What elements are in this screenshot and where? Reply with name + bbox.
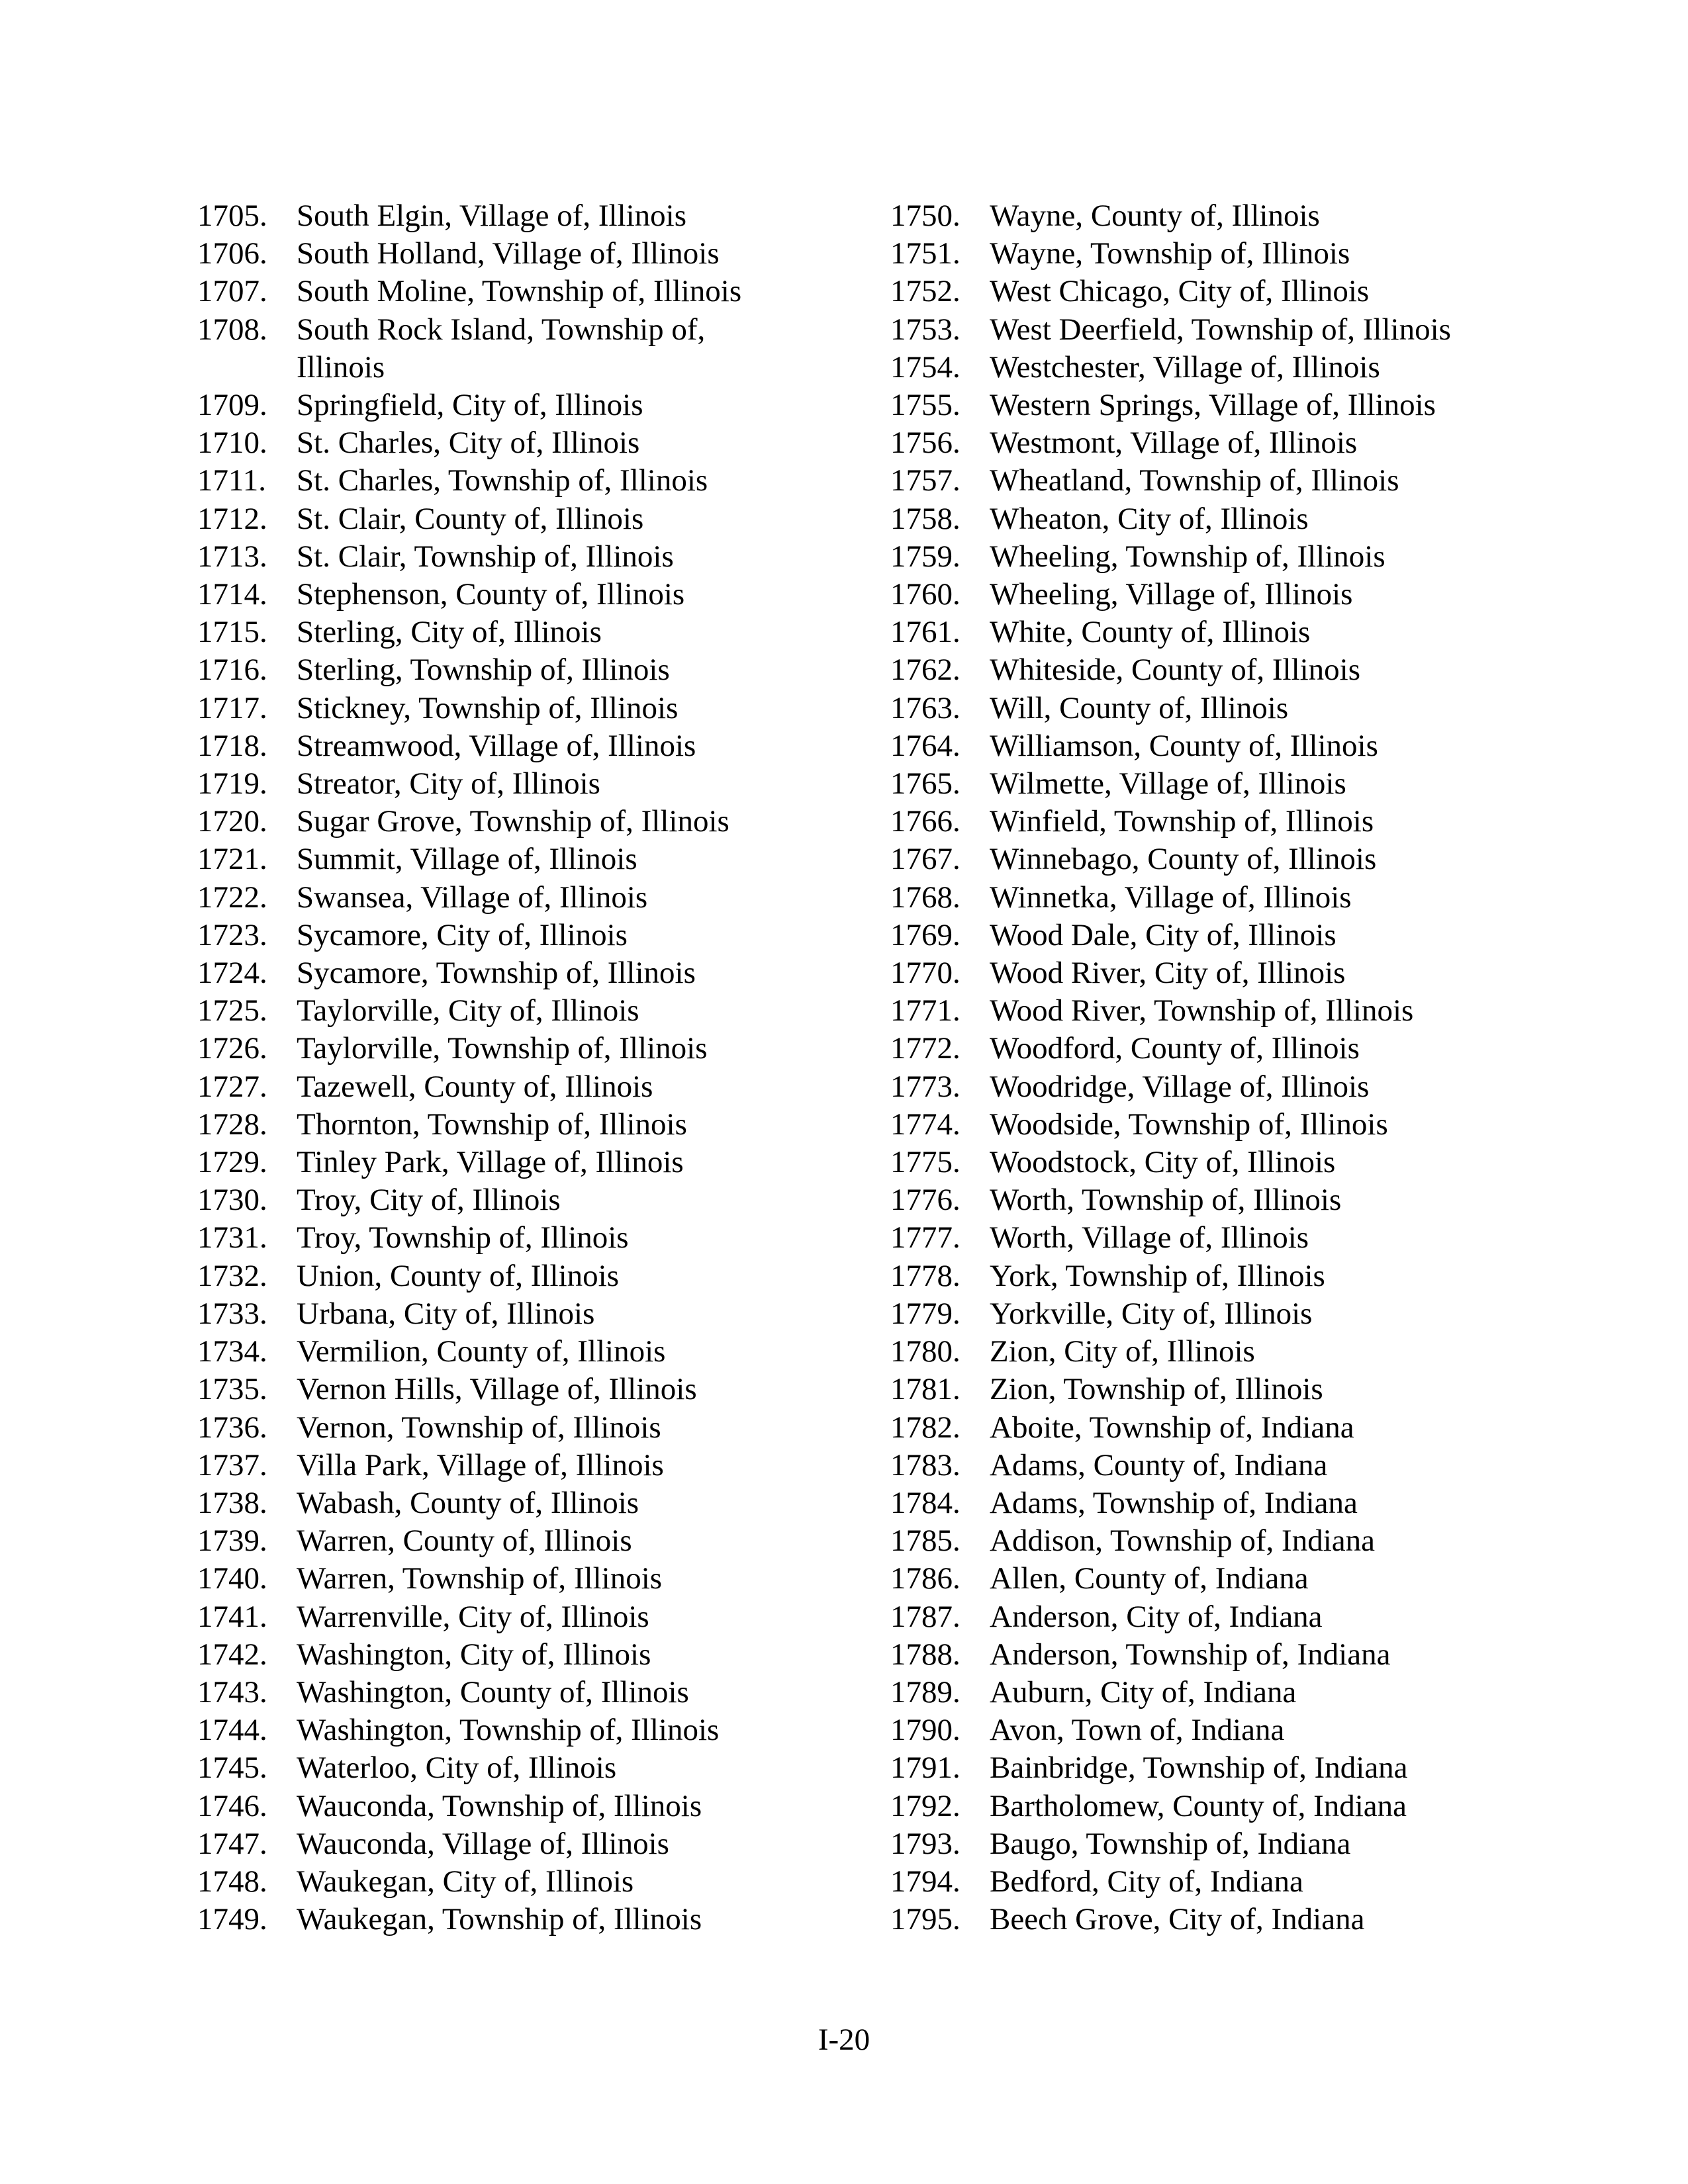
entry-number: 1795. <box>890 1902 961 1937</box>
entry-name: Taylorville, City of, Illinois <box>297 993 639 1028</box>
list-item <box>197 424 859 462</box>
entry-number: 1751. <box>890 236 961 271</box>
entry-number: 1744. <box>197 1713 267 1748</box>
entry-number: 1732. <box>197 1258 267 1293</box>
entry-name: Sterling, Township of, Illinois <box>297 653 670 688</box>
list-item <box>890 803 1552 841</box>
entry-name: St. Clair, Township of, Illinois <box>297 539 674 574</box>
entry-name: Washington, City of, Illinois <box>297 1637 651 1672</box>
list-item <box>890 1181 1552 1219</box>
list-item <box>197 1484 859 1522</box>
entry-name: Woodstock, City of, Illinois <box>990 1145 1336 1180</box>
list-item <box>197 803 859 841</box>
entry-number: 1709. <box>197 388 267 423</box>
entry-number: 1716. <box>197 653 267 688</box>
entry-name: West Chicago, City of, Illinois <box>990 274 1370 309</box>
entry-name: Troy, City of, Illinois <box>297 1183 561 1218</box>
entry-number: 1770. <box>890 956 961 991</box>
entry-name: Yorkville, City of, Illinois <box>990 1296 1313 1331</box>
entry-number: 1728. <box>197 1107 267 1142</box>
entry-name: Woodside, Township of, Illinois <box>990 1107 1388 1142</box>
list-item <box>890 917 1552 954</box>
entry-name: Will, County of, Illinois <box>990 690 1289 725</box>
list-item <box>197 462 859 500</box>
entry-name: Wood River, City of, Illinois <box>990 956 1346 991</box>
list-item <box>890 1788 1552 1825</box>
list-item <box>890 1863 1552 1901</box>
list-item <box>890 1749 1552 1787</box>
entry-number: 1764. <box>890 728 961 763</box>
entry-name: St. Charles, City of, Illinois <box>297 426 640 461</box>
list-item <box>890 576 1552 614</box>
list-item <box>890 197 1552 235</box>
list-item <box>890 1598 1552 1636</box>
entry-name: South Moline, Township of, Illinois <box>297 274 742 309</box>
entry-number: 1767. <box>890 842 961 877</box>
entry-name: Bartholomew, County of, Indiana <box>990 1788 1407 1823</box>
entry-name: Addison, Township of, Indiana <box>990 1524 1375 1559</box>
list-item <box>890 387 1552 424</box>
entry-name: York, Township of, Illinois <box>990 1258 1325 1293</box>
entry-name: Westchester, Village of, Illinois <box>990 349 1380 385</box>
entry-name: Stickney, Township of, Illinois <box>297 690 679 725</box>
entry-name: Vernon Hills, Village of, Illinois <box>297 1372 697 1407</box>
list-item <box>890 1409 1552 1447</box>
list-item <box>197 1257 859 1295</box>
entry-name: Vermilion, County of, Illinois <box>297 1334 666 1369</box>
entry-name: Beech Grove, City of, Indiana <box>990 1902 1365 1937</box>
entry-number: 1772. <box>890 1031 961 1066</box>
entry-number: 1771. <box>890 993 961 1028</box>
entry-number: 1705. <box>197 199 267 233</box>
entry-number: 1726. <box>197 1031 267 1066</box>
entry-number: 1722. <box>197 880 267 915</box>
list-item <box>890 651 1552 689</box>
entry-number: 1707. <box>197 274 267 309</box>
entry-number: 1735. <box>197 1372 267 1407</box>
entry-number: 1715. <box>197 615 267 650</box>
entry-name: Bainbridge, Township of, Indiana <box>990 1751 1408 1786</box>
entry-number: 1736. <box>197 1410 267 1445</box>
entry-name: Baugo, Township of, Indiana <box>990 1826 1351 1861</box>
list-item <box>890 690 1552 727</box>
entry-name: Western Springs, Village of, Illinois <box>990 388 1436 423</box>
entry-number: 1750. <box>890 199 961 233</box>
entry-name: Wheeling, Village of, Illinois <box>990 577 1353 612</box>
left-column-list <box>197 197 859 1938</box>
list-item <box>197 538 859 576</box>
entry-number: 1761. <box>890 615 961 650</box>
list-item <box>197 1106 859 1144</box>
entry-number: 1787. <box>890 1599 961 1634</box>
entry-number: 1717. <box>197 690 267 725</box>
list-item <box>890 1447 1552 1484</box>
entry-number: 1794. <box>890 1864 961 1899</box>
entry-name: Anderson, City of, Indiana <box>990 1599 1323 1634</box>
entry-name: Worth, Village of, Illinois <box>990 1220 1309 1255</box>
entry-number: 1769. <box>890 917 961 952</box>
list-item <box>890 765 1552 803</box>
entry-number: 1789. <box>890 1674 961 1709</box>
entry-name: Allen, County of, Indiana <box>990 1561 1309 1596</box>
entry-name: South Holland, Village of, Illinois <box>297 236 720 271</box>
entry-number: 1723. <box>197 917 267 952</box>
list-item <box>197 651 859 689</box>
list-item <box>197 614 859 651</box>
list-item <box>890 1295 1552 1333</box>
entry-number: 1727. <box>197 1069 267 1104</box>
list-item <box>890 1030 1552 1068</box>
entry-name: Wheaton, City of, Illinois <box>990 501 1309 536</box>
entry-name: Zion, Township of, Illinois <box>990 1372 1323 1407</box>
entry-name: Wheatland, Township of, Illinois <box>990 463 1399 498</box>
entry-number: 1719. <box>197 766 267 801</box>
entry-number: 1780. <box>890 1334 961 1369</box>
list-item <box>197 841 859 878</box>
entry-number: 1778. <box>890 1258 961 1293</box>
entry-name: Woodridge, Village of, Illinois <box>990 1069 1370 1104</box>
list-item <box>197 1371 859 1408</box>
right-column-list <box>890 197 1552 1938</box>
entry-number: 1739. <box>197 1524 267 1559</box>
entry-name: Warrenville, City of, Illinois <box>297 1599 649 1634</box>
entry-name: Wauconda, Village of, Illinois <box>297 1826 669 1861</box>
entry-name: Wayne, Township of, Illinois <box>990 236 1350 271</box>
list-item <box>890 841 1552 878</box>
entry-name: Tazewell, County of, Illinois <box>297 1069 653 1104</box>
entry-name: Tinley Park, Village of, Illinois <box>297 1145 684 1180</box>
entry-name: Warren, Township of, Illinois <box>297 1561 663 1596</box>
entry-name: Zion, City of, Illinois <box>990 1334 1255 1369</box>
entry-number: 1708. <box>197 312 267 347</box>
list-item <box>197 235 859 273</box>
entry-name: Washington, Township of, Illinois <box>297 1713 720 1748</box>
entry-name: Westmont, Village of, Illinois <box>990 426 1358 461</box>
entry-name: Stephenson, County of, Illinois <box>297 577 685 612</box>
entry-number: 1747. <box>197 1826 267 1861</box>
entry-number: 1783. <box>890 1447 961 1482</box>
list-item <box>890 727 1552 765</box>
list-item <box>197 1598 859 1636</box>
entry-name: Sugar Grove, Township of, Illinois <box>297 804 729 839</box>
entry-name: Waukegan, Township of, Illinois <box>297 1902 702 1937</box>
entry-name: Sycamore, Township of, Illinois <box>297 956 696 991</box>
list-item <box>197 1068 859 1106</box>
entry-number: 1729. <box>197 1145 267 1180</box>
list-item <box>197 1219 859 1257</box>
entry-number: 1786. <box>890 1561 961 1596</box>
entry-number: 1776. <box>890 1183 961 1218</box>
list-item <box>197 1825 859 1863</box>
entry-number: 1712. <box>197 501 267 536</box>
entry-name: Vernon, Township of, Illinois <box>297 1410 661 1445</box>
entry-number: 1759. <box>890 539 961 574</box>
entry-name: Thornton, Township of, Illinois <box>297 1107 687 1142</box>
entry-name: Union, County of, Illinois <box>297 1258 619 1293</box>
list-item <box>197 197 859 235</box>
list-item <box>197 1181 859 1219</box>
list-item <box>890 1560 1552 1598</box>
entry-number: 1779. <box>890 1296 961 1331</box>
list-item <box>890 424 1552 462</box>
entry-number: 1710. <box>197 426 267 461</box>
list-item <box>197 1636 859 1674</box>
list-item <box>890 1636 1552 1674</box>
list-item <box>890 954 1552 992</box>
entry-name: Urbana, City of, Illinois <box>297 1296 595 1331</box>
list-item <box>197 311 859 387</box>
entry-name: Swansea, Village of, Illinois <box>297 880 648 915</box>
entry-name: Washington, County of, Illinois <box>297 1674 689 1709</box>
list-item <box>197 1560 859 1598</box>
entry-name: Sterling, City of, Illinois <box>297 615 602 650</box>
list-item <box>197 879 859 917</box>
list-item <box>890 500 1552 538</box>
entry-number: 1763. <box>890 690 961 725</box>
entry-number: 1721. <box>197 842 267 877</box>
entry-number: 1793. <box>890 1826 961 1861</box>
entry-number: 1743. <box>197 1674 267 1709</box>
list-item <box>197 690 859 727</box>
list-item <box>890 1333 1552 1371</box>
entry-name: Wood Dale, City of, Illinois <box>990 917 1336 952</box>
list-item <box>197 273 859 310</box>
list-item <box>890 1219 1552 1257</box>
list-item <box>890 614 1552 651</box>
list-item <box>197 576 859 614</box>
entry-number: 1781. <box>890 1372 961 1407</box>
entry-number: 1742. <box>197 1637 267 1672</box>
entry-number: 1775. <box>890 1145 961 1180</box>
list-item <box>890 311 1552 349</box>
entry-name: Wilmette, Village of, Illinois <box>990 766 1346 801</box>
list-item <box>197 1674 859 1711</box>
entry-name: Summit, Village of, Illinois <box>297 842 637 877</box>
list-item <box>890 235 1552 273</box>
entry-name: Warren, County of, Illinois <box>297 1524 632 1559</box>
entry-name: South Rock Island, Township of, Illinois <box>297 312 706 385</box>
entry-name: Waterloo, City of, Illinois <box>297 1751 617 1786</box>
entry-number: 1754. <box>890 349 961 385</box>
entry-number: 1734. <box>197 1334 267 1369</box>
entry-name: St. Charles, Township of, Illinois <box>297 463 708 498</box>
entry-name: Sycamore, City of, Illinois <box>297 917 628 952</box>
entry-number: 1752. <box>890 274 961 309</box>
entry-name: South Elgin, Village of, Illinois <box>297 199 687 233</box>
entry-name: Williamson, County of, Illinois <box>990 728 1378 763</box>
entry-number: 1756. <box>890 426 961 461</box>
entry-name: St. Clair, County of, Illinois <box>297 501 644 536</box>
list-item <box>197 1030 859 1068</box>
entry-number: 1725. <box>197 993 267 1028</box>
entry-name: Villa Park, Village of, Illinois <box>297 1447 664 1482</box>
entry-name: Waukegan, City of, Illinois <box>297 1864 634 1899</box>
entry-name: Aboite, Township of, Indiana <box>990 1410 1354 1445</box>
list-item <box>197 1749 859 1787</box>
list-item <box>197 992 859 1030</box>
entry-number: 1785. <box>890 1524 961 1559</box>
entry-number: 1774. <box>890 1107 961 1142</box>
entry-name: Auburn, City of, Indiana <box>990 1674 1297 1709</box>
entry-number: 1731. <box>197 1220 267 1255</box>
entry-number: 1730. <box>197 1183 267 1218</box>
entry-number: 1790. <box>890 1713 961 1748</box>
entry-name: Worth, Township of, Illinois <box>990 1183 1342 1218</box>
entry-name: Avon, Town of, Indiana <box>990 1713 1285 1748</box>
entry-name: White, County of, Illinois <box>990 615 1311 650</box>
entry-number: 1746. <box>197 1788 267 1823</box>
entry-name: Taylorville, Township of, Illinois <box>297 1031 708 1066</box>
entry-name: Wood River, Township of, Illinois <box>990 993 1414 1028</box>
entry-name: Wabash, County of, Illinois <box>297 1485 639 1520</box>
entry-number: 1714. <box>197 577 267 612</box>
entry-name: Anderson, Township of, Indiana <box>990 1637 1391 1672</box>
entry-name: Streamwood, Village of, Illinois <box>297 728 696 763</box>
entry-name: Winfield, Township of, Illinois <box>990 804 1374 839</box>
entry-number: 1706. <box>197 236 267 271</box>
entry-number: 1762. <box>890 653 961 688</box>
entry-number: 1737. <box>197 1447 267 1482</box>
list-item <box>197 727 859 765</box>
entry-number: 1718. <box>197 728 267 763</box>
list-item <box>197 917 859 954</box>
list-item <box>890 1484 1552 1522</box>
list-item <box>890 879 1552 917</box>
list-item <box>890 1068 1552 1106</box>
entry-number: 1791. <box>890 1751 961 1786</box>
list-item <box>197 1144 859 1181</box>
list-item <box>890 1825 1552 1863</box>
entry-number: 1782. <box>890 1410 961 1445</box>
entry-name: Adams, County of, Indiana <box>990 1447 1328 1482</box>
entry-number: 1757. <box>890 463 961 498</box>
list-item <box>890 349 1552 387</box>
entry-number: 1711. <box>197 463 267 498</box>
entry-name: Troy, Township of, Illinois <box>297 1220 629 1255</box>
entry-number: 1748. <box>197 1864 267 1899</box>
entry-number: 1784. <box>890 1485 961 1520</box>
entry-number: 1758. <box>890 501 961 536</box>
list-item <box>197 1295 859 1333</box>
entry-name: Wauconda, Township of, Illinois <box>297 1788 702 1823</box>
list-item <box>197 1333 859 1371</box>
entry-name: Streator, City of, Illinois <box>297 766 600 801</box>
entry-number: 1724. <box>197 956 267 991</box>
entry-name: Wayne, County of, Illinois <box>990 199 1320 233</box>
entry-name: Adams, Township of, Indiana <box>990 1485 1358 1520</box>
entry-number: 1720. <box>197 804 267 839</box>
list-item <box>890 1711 1552 1749</box>
list-item <box>890 1144 1552 1181</box>
entry-number: 1766. <box>890 804 961 839</box>
entry-name: Whiteside, County of, Illinois <box>990 653 1361 688</box>
entry-name: Winnebago, County of, Illinois <box>990 842 1377 877</box>
page-number: I-20 <box>818 2023 870 2057</box>
list-item <box>197 387 859 424</box>
entry-number: 1768. <box>890 880 961 915</box>
entry-number: 1745. <box>197 1751 267 1786</box>
list-item <box>890 1371 1552 1408</box>
list-item <box>890 1522 1552 1560</box>
entry-name: West Deerfield, Township of, Illinois <box>990 312 1451 347</box>
list-item <box>197 1447 859 1484</box>
list-item <box>890 1674 1552 1711</box>
list-item <box>890 1106 1552 1144</box>
entry-name: Bedford, City of, Indiana <box>990 1864 1303 1899</box>
entry-number: 1738. <box>197 1485 267 1520</box>
entry-number: 1765. <box>890 766 961 801</box>
list-item <box>197 500 859 538</box>
list-item <box>197 1788 859 1825</box>
entry-number: 1740. <box>197 1561 267 1596</box>
entry-number: 1792. <box>890 1788 961 1823</box>
list-item <box>197 1522 859 1560</box>
entry-number: 1753. <box>890 312 961 347</box>
entry-name: Springfield, City of, Illinois <box>297 388 643 423</box>
list-item <box>890 1901 1552 1938</box>
entry-number: 1713. <box>197 539 267 574</box>
entry-name: Wheeling, Township of, Illinois <box>990 539 1385 574</box>
list-item <box>890 1257 1552 1295</box>
entry-number: 1741. <box>197 1599 267 1634</box>
list-item <box>197 1863 859 1901</box>
list-item <box>197 954 859 992</box>
list-item <box>890 462 1552 500</box>
list-item <box>197 1901 859 1938</box>
list-item <box>197 1409 859 1447</box>
entry-number: 1749. <box>197 1902 267 1937</box>
entry-number: 1788. <box>890 1637 961 1672</box>
entry-number: 1733. <box>197 1296 267 1331</box>
entry-name: Winnetka, Village of, Illinois <box>990 880 1352 915</box>
entry-name: Woodford, County of, Illinois <box>990 1031 1360 1066</box>
entry-number: 1773. <box>890 1069 961 1104</box>
list-item <box>890 992 1552 1030</box>
entry-number: 1760. <box>890 577 961 612</box>
list-item <box>197 1711 859 1749</box>
list-item <box>890 273 1552 310</box>
entry-number: 1777. <box>890 1220 961 1255</box>
list-item <box>890 538 1552 576</box>
list-item <box>197 765 859 803</box>
entry-number: 1755. <box>890 388 961 423</box>
